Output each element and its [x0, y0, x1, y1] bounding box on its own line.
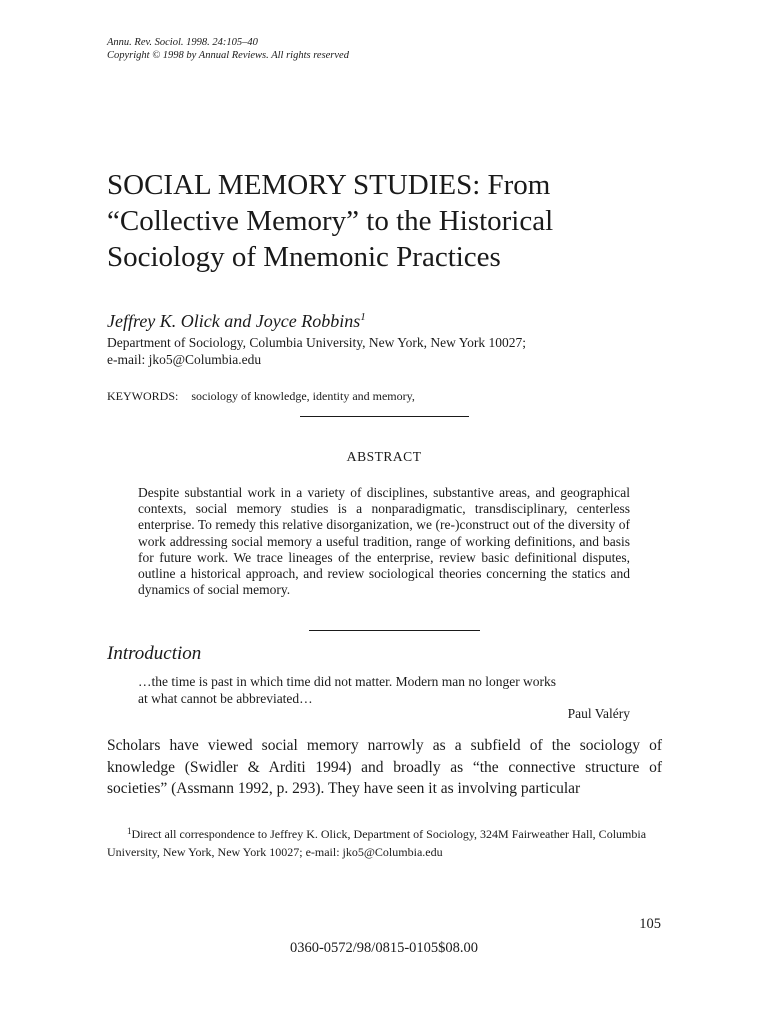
epigraph — [138, 674, 630, 707]
keywords — [107, 389, 415, 404]
copyright-line: Copyright © 1998 by Annual Reviews. All rights reserved — [107, 50, 349, 61]
body-paragraph: Scholars have viewed social memory narrowly as a subfield of the sociology of knowledge (Swidler & Arditi 1994) and broadly as “the connective structure of societies” (Assmann 1992, p. 293). They have seen it as involving particular — [107, 737, 662, 797]
journal-citation: Annu. Rev. Sociol. 1998. 24:105–40 — [107, 37, 258, 48]
abstract-text: Despite substantial work in a variety of disciplines, substantive areas, and geographical contexts, social memory studies is a nonparadigmatic, transdisciplinary, centerless enterprise. To remedy this relative disorganization, we (re-)construct out of the diversity of work addressing social memory a useful tradition, range of working definitions, and basis for future work. We trace lineages of the enterprise, review basic definitional disputes, outline a historical approach, and review sociological theories concerning the statics and dynamics of social memory. — [138, 485, 630, 598]
title-line: Sociology of Mnemonic Practices — [107, 241, 501, 273]
affiliation — [107, 334, 526, 368]
article-title — [107, 167, 707, 275]
footnote-text: Direct all correspondence to Jeffrey K. Olick, Department of Sociology, 324M Fairweather Hall, Columbia University, New York, New York 10027; e-mail: jko5@Columbia.edu — [107, 827, 647, 859]
page-number: 105 — [639, 916, 661, 932]
abstract-heading-initial: A — [346, 450, 358, 465]
keywords-list: sociology of knowledge, identity and memory, — [191, 389, 415, 403]
section-heading: Introduction — [107, 643, 202, 664]
author-footnote-mark: 1 — [360, 311, 366, 323]
authors — [107, 311, 366, 332]
journal-header — [107, 36, 349, 62]
epigraph-line: at what cannot be abbreviated… — [138, 690, 313, 706]
epigraph-line: …the time is past in which time did not matter. Modern man no longer works — [138, 674, 557, 689]
footnote — [107, 822, 662, 861]
title-line: SOCIAL MEMORY STUDIES: From — [107, 169, 551, 201]
email-line: e-mail: jko5@Columbia.edu — [107, 352, 262, 367]
abstract-heading-rest: BSTRACT — [357, 449, 422, 464]
abstract-heading — [0, 449, 768, 466]
article-code: 0360-0572/98/0815-0105$08.00 — [289, 940, 479, 956]
divider-rule — [309, 630, 480, 631]
title-line: “Collective Memory” to the Historical — [107, 205, 554, 237]
footnote-mark: 1 — [127, 826, 132, 836]
divider-rule — [300, 416, 469, 417]
affiliation-line: Department of Sociology, Columbia University, New York, New York 10027; — [107, 335, 526, 350]
epigraph-attribution: Paul Valéry — [567, 706, 630, 721]
author-names: Jeffrey K. Olick and Joyce Robbins — [107, 311, 361, 331]
keywords-label: KEYWORDS: — [107, 389, 179, 403]
